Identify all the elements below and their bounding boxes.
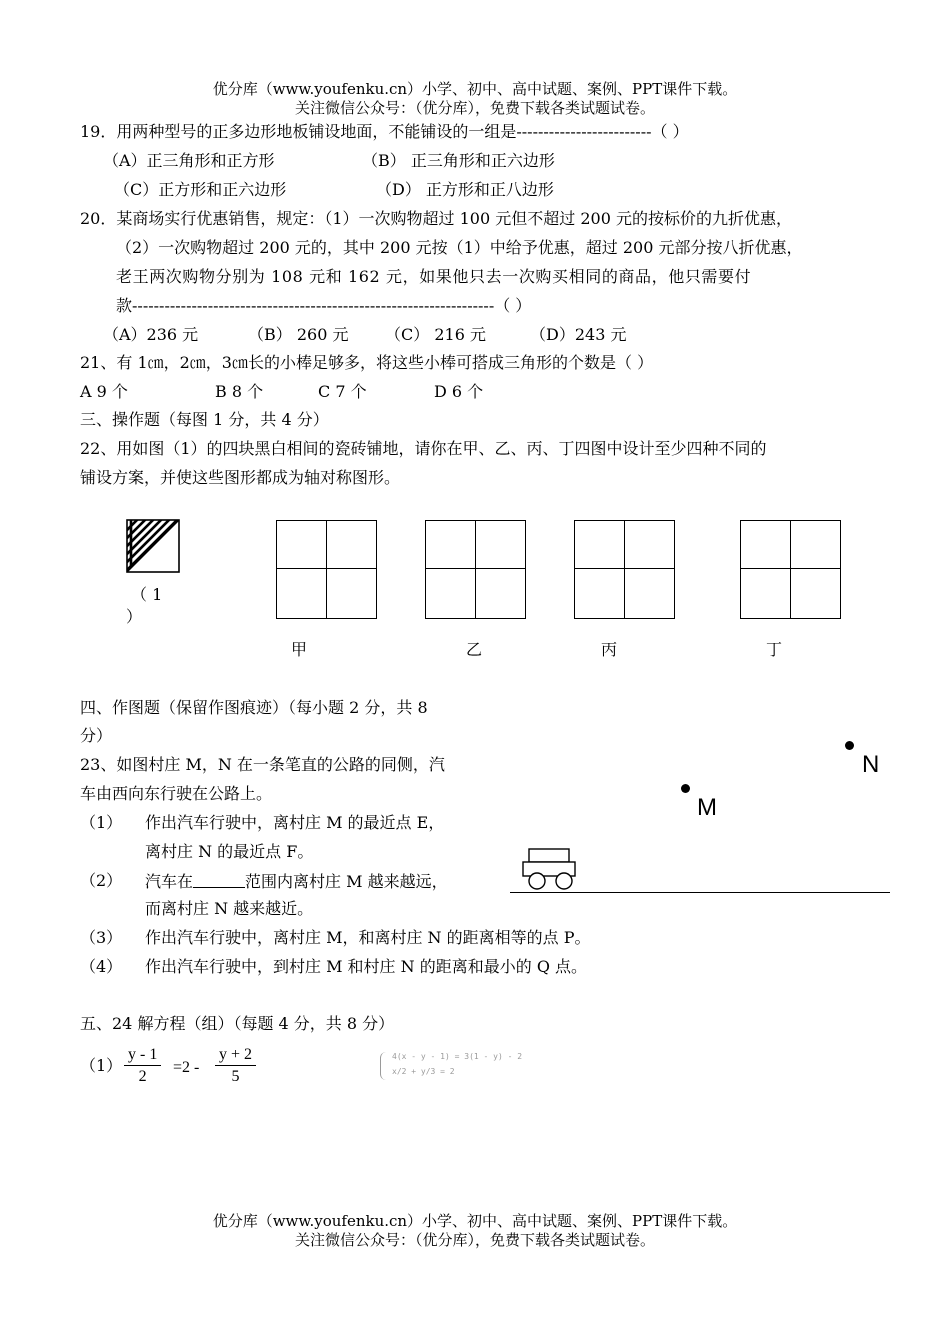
section-4-title-line-1: 四、作图题（保留作图痕迹）（每小题 2 分，共 8 [80,698,428,717]
q23-part-2-before-blank: 汽车在 [145,872,194,891]
grid-label-jia: 甲 [291,640,308,659]
fraction-1-denominator: 2 [138,1068,147,1085]
q20-line-2: （2）一次购物超过 200 元的，其中 200 元按（1）中给予优惠，超过 200 元部分按八折优惠， [116,238,803,257]
grid-yi[interactable] [425,520,526,619]
fraction-2-denominator: 5 [231,1068,240,1085]
q22-line-2: 铺设方案，并使这些图形都成为轴对称图形。 [80,468,401,487]
q21-option-c: C 7 个 [318,382,367,401]
village-n-point [845,741,854,750]
header-line-1: 优分库（www.youfenku.cn）小学、初中、高中试题、案例、PPT课件下载。 [212,80,738,98]
q19-option-a: （A）正三角形和正方形 [103,151,275,170]
q21-option-b: B 8 个 [215,382,264,401]
q20-option-c: （C） 216 元 [385,325,486,344]
figure-1-label-bottom: ） [126,607,143,626]
q20-option-a: （A）236 元 [103,325,199,344]
section-4-title-line-2: 分） [80,726,113,745]
equation-1-middle: =2 - [173,1059,200,1076]
answer-blank[interactable] [193,871,245,888]
q23-part-4: 作出汽车行驶中，到村庄 M 和村庄 N 的距离和最小的 Q 点。 [145,957,588,976]
q21-option-a: A 9 个 [80,382,128,401]
q19-option-d: （D） 正方形和正八边形 [376,180,554,199]
q23-part-2-after-blank: 范围内离村庄 M 越来越远， [245,872,448,891]
system-equation-1: 4(x - y - 1) = 3(1 - y) - 2 [392,1052,523,1061]
q19-option-c: （C）正方形和正六边形 [114,180,287,199]
grid-label-bing: 丙 [601,640,618,659]
village-m-label: M [697,794,717,821]
q23-stem-line-2: 车由西向东行驶在公路上。 [80,784,273,803]
equation-1-number: （1） [80,1056,123,1075]
q23-part-4-number: （4） [80,957,123,976]
grid-bing[interactable] [574,520,675,619]
footer-line-1: 优分库（www.youfenku.cn）小学、初中、高中试题、案例、PPT课件下载。 [212,1212,738,1230]
q21-option-d: D 6 个 [434,382,484,401]
fraction-2-numerator: y + 2 [215,1045,256,1066]
q19-option-b: （B） 正三角形和正六边形 [362,151,555,170]
q20-line-3: 老王两次购物分别为 108 元和 162 元，如果他只去一次购买相同的商品，他只需要付 [116,267,752,286]
header-line-2: 关注微信公众号：（优分库），免费下载各类试题试卷。 [294,99,655,117]
q20-line-1: 20．某商场实行优惠销售，规定：（1）一次购物超过 100 元但不超过 200 元的按标价的九折优惠， [80,209,792,228]
system-equation-2: x/2 + y/3 = 2 [392,1067,455,1076]
q23-stem-line-1: 23、如图村庄 M，N 在一条笔直的公路的同侧，汽 [80,755,445,774]
fraction-1-numerator: y - 1 [124,1045,161,1066]
q23-part-2-line-1 [145,871,448,892]
village-m-point [681,784,690,793]
grid-label-ding: 丁 [766,640,783,659]
grid-jia[interactable] [276,520,377,619]
grid-ding[interactable] [740,520,841,619]
q23-part-1-line-2: 离村庄 N 的最近点 F。 [145,842,314,861]
village-n-label: N [862,751,880,778]
equation-1-fraction-2 [215,1045,256,1088]
footer-line-2: 关注微信公众号：（优分库），免费下载各类试题试卷。 [294,1231,655,1249]
system-brace [380,1052,389,1080]
q20-option-b: （B） 260 元 [248,325,349,344]
road-line [510,892,890,893]
section-3-title: 三、操作题（每图 1 分，共 4 分） [80,410,329,429]
q23-part-1-number: （1） [80,813,123,832]
q23-part-3: 作出汽车行驶中，离村庄 M，和离村庄 N 的距离相等的点 P。 [145,928,591,947]
section-5-title: 五、24 解方程（组）（每题 4 分，共 8 分） [80,1014,395,1033]
q23-part-2-line-2: 而离村庄 N 越来越近。 [145,899,314,918]
q20-line-4: 款-------------------------------------------------------------------（ ） [116,296,532,315]
q20-option-d: （D）243 元 [530,325,627,344]
car-icon [520,846,582,896]
q23-part-3-number: （3） [80,928,123,947]
grid-label-yi: 乙 [466,640,483,659]
q22-line-1: 22、用如图（1）的四块黑白相间的瓷砖铺地，请你在甲、乙、丙、丁四图中设计至少四种不同的 [80,439,767,458]
figure-1-label-top: （ 1 [131,585,163,604]
equation-1-fraction-1 [124,1045,161,1088]
q23-part-1-line-1: 作出汽车行驶中，离村庄 M 的最近点 E， [145,813,445,832]
q23-part-2-number: （2） [80,871,123,890]
q21-stem: 21、有 1㎝，2㎝，3㎝长的小棒足够多，将这些小棒可搭成三角形的个数是（ ） [80,353,654,372]
q19-stem: 19．用两种型号的正多边形地板铺设地面，不能铺设的一组是-------------------------（ ） [80,122,689,141]
hatched-tile-figure [126,519,180,573]
